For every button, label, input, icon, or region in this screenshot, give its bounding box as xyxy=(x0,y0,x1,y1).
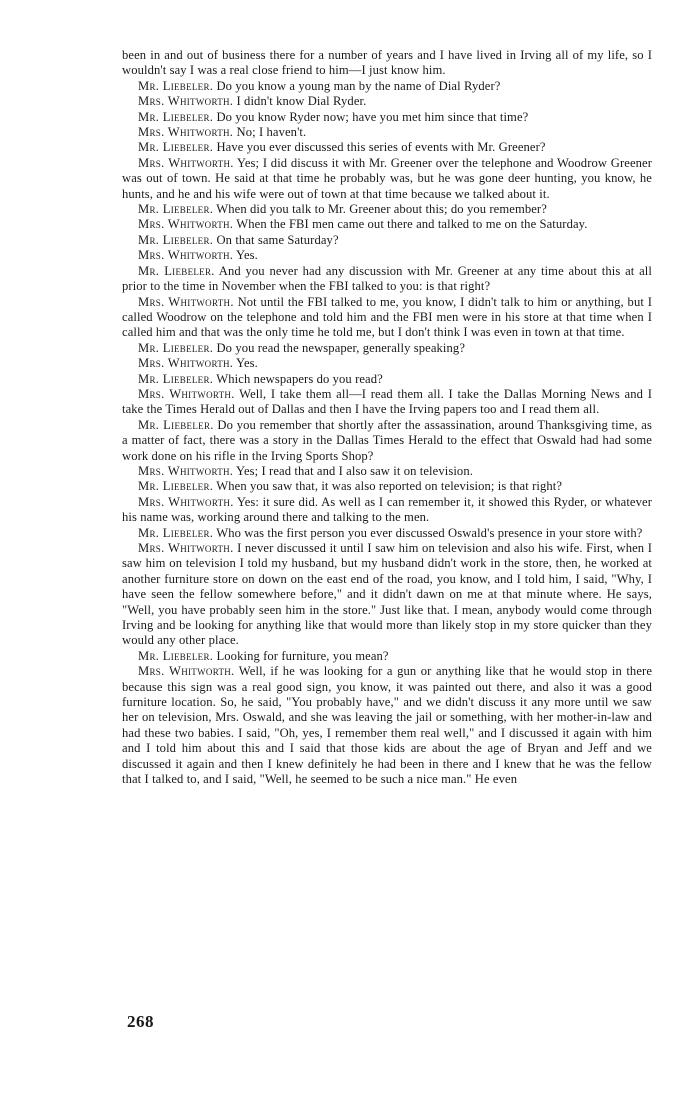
paragraph-text: been in and out of business there for a number of years and I have lived in Irving all of my life, so I wouldn't say I was a real close friend to him—I just know him. xyxy=(122,48,652,78)
speaker-label: Mr. Liebeler. xyxy=(138,140,214,155)
paragraph xyxy=(122,341,652,356)
paragraph xyxy=(122,248,652,263)
paragraph-text: No; I haven't. xyxy=(236,125,307,140)
document-body xyxy=(122,48,652,788)
speaker-label: Mrs. Whitworth. xyxy=(138,155,234,170)
paragraph-text: Yes; I read that and I also saw it on television. xyxy=(236,463,473,478)
speaker-label: Mrs. Whitworth. xyxy=(138,294,234,309)
paragraph xyxy=(122,233,652,248)
paragraph xyxy=(122,217,652,232)
paragraph xyxy=(122,125,652,140)
paragraph-text: Not until the FBI talked to me, you know, I didn't talk to him or anything, but I called Woodrow on the telephone and told him and the FBI men were in his store at that time when I called him and that was the only time he told me, but I don't think I was even in town at that time. xyxy=(122,294,653,340)
paragraph-text: Yes. xyxy=(236,248,258,263)
speaker-label: Mrs. Whitworth. xyxy=(138,94,234,109)
speaker-label: Mr. Liebeler. xyxy=(138,78,214,93)
speaker-label: Mr. Liebeler. xyxy=(138,417,214,432)
speaker-label: Mrs. Whitworth. xyxy=(138,386,235,401)
paragraph xyxy=(122,526,652,541)
speaker-label: Mrs. Whitworth. xyxy=(138,463,234,478)
paragraph xyxy=(122,110,652,125)
paragraph-text: Yes. xyxy=(236,356,258,371)
speaker-label: Mrs. Whitworth. xyxy=(138,248,234,263)
paragraph xyxy=(122,140,652,155)
paragraph xyxy=(122,264,652,295)
paragraph xyxy=(122,48,652,79)
paragraph xyxy=(122,464,652,479)
paragraph-text: Yes; I did discuss it with Mr. Greener over the telephone and Woodrow Greener was out of town. He said at that time he probably was, but he was gone deer hunting, you know, he hunts, and he and his wife were out of town at that time because we talked about it. xyxy=(122,155,653,201)
paragraph-text: When you saw that, it was also reported on television; is that right? xyxy=(216,479,563,494)
paragraph xyxy=(122,479,652,494)
speaker-label: Mrs. Whitworth. xyxy=(138,125,234,140)
paragraph xyxy=(122,372,652,387)
speaker-label: Mr. Liebeler. xyxy=(138,371,214,386)
speaker-label: Mr. Liebeler. xyxy=(138,263,215,278)
paragraph xyxy=(122,202,652,217)
paragraph-text: I didn't know Dial Ryder. xyxy=(236,94,367,109)
paragraph-text: Which newspapers do you read? xyxy=(216,371,383,386)
paragraph xyxy=(122,495,652,526)
paragraph-text: Well, if he was looking for a gun or anything like that he would stop in there because this sign was a real good sign, you know, it was painted out there, and also it was a good furniture location. So, he said, "You probably have," and we didn't discuss it any more until we saw her on television, Mrs. Oswald, and she was leaving the jail or something, with her mother-in-law and had these two babies. I said, "Oh, yes, I remember them real well," and I discussed it again with him and I told him about this and I said that those kids are about the age of Bryan and Jeff and we discussed it again and then I knew definitely he had been in there and I knew that he was the fellow that I talked to, and I said, "Well, he seemed to be such a nice man." He even xyxy=(122,664,653,787)
paragraph-text: Do you know a young man by the name of Dial Ryder? xyxy=(216,78,501,93)
speaker-label: Mr. Liebeler. xyxy=(138,109,214,124)
speaker-label: Mr. Liebeler. xyxy=(138,340,214,355)
paragraph xyxy=(122,356,652,371)
page-number: 268 xyxy=(127,1012,154,1031)
paragraph-text: And you never had any discussion with Mr. Greener at any time about this at all prior to the time in November when the FBI talked to you: is that right? xyxy=(122,263,652,294)
paragraph-text: On that same Saturday? xyxy=(216,232,339,247)
paragraph xyxy=(122,156,652,202)
speaker-label: Mr. Liebeler. xyxy=(138,202,214,217)
paragraph xyxy=(122,418,652,464)
speaker-label: Mrs. Whitworth. xyxy=(138,541,234,555)
paragraph xyxy=(122,664,652,787)
paragraph-text: When did you talk to Mr. Greener about this; do you remember? xyxy=(216,202,547,217)
speaker-label: Mrs. Whitworth. xyxy=(138,356,234,371)
paragraph xyxy=(122,295,652,341)
speaker-label: Mrs. Whitworth. xyxy=(138,494,234,509)
speaker-label: Mr. Liebeler. xyxy=(138,648,214,663)
paragraph-text: Well, I take them all—I read them all. I take the Dallas Morning News and I take the Times Herald out of Dallas and then I have the Irving papers too and I read them all. xyxy=(122,386,652,417)
paragraph-text: I never discussed it until I saw him on television and also his wife. First, when I saw him on television I told my husband, but my husband didn't work in the store, then, he worked at another furniture store on down on the east end of the road, you know, and I told him, I said, "Why, I have seen the fellow somewhere before," and it didn't dawn on me at that minute where. He says, "Well, you have probably seen him in the store." Just like that. I mean, anybody would come through Irving and be looking for anything like that would more than likely stop in my store quicker than they would any other place. xyxy=(122,541,653,648)
paragraph-text: Who was the first person you ever discussed Oswald's presence in your store with? xyxy=(216,525,643,540)
speaker-label: Mrs. Whitworth. xyxy=(138,217,234,232)
speaker-label: Mr. Liebeler. xyxy=(138,525,214,540)
paragraph-text: Do you read the newspaper, generally speaking? xyxy=(216,340,466,355)
paragraph-text: Have you ever discussed this series of events with Mr. Greener? xyxy=(216,140,546,155)
speaker-label: Mr. Liebeler. xyxy=(138,232,214,247)
paragraph xyxy=(122,79,652,94)
paragraph-text: Do you know Ryder now; have you met him since that time? xyxy=(216,109,529,124)
paragraph xyxy=(122,94,652,109)
paragraph-text: Yes: it sure did. As well as I can remember it, it showed this Ryder, or whatever his name was, working around there and talking to the men. xyxy=(122,494,652,525)
speaker-label: Mr. Liebeler. xyxy=(138,479,214,494)
speaker-label: Mrs. Whitworth. xyxy=(138,664,235,679)
paragraph-text: When the FBI men came out there and talked to me on the Saturday. xyxy=(236,217,588,232)
paragraph xyxy=(122,387,652,418)
paragraph-text: Do you remember that shortly after the assassination, around Thanksgiving time, as a matter of fact, there was a story in the Dallas Times Herald to the effect that Oswald had had some work done on his rifle in the Irving Sports Shop? xyxy=(122,417,652,463)
paragraph xyxy=(122,649,652,664)
paragraph-text: Looking for furniture, you mean? xyxy=(216,648,389,663)
paragraph xyxy=(122,541,652,649)
